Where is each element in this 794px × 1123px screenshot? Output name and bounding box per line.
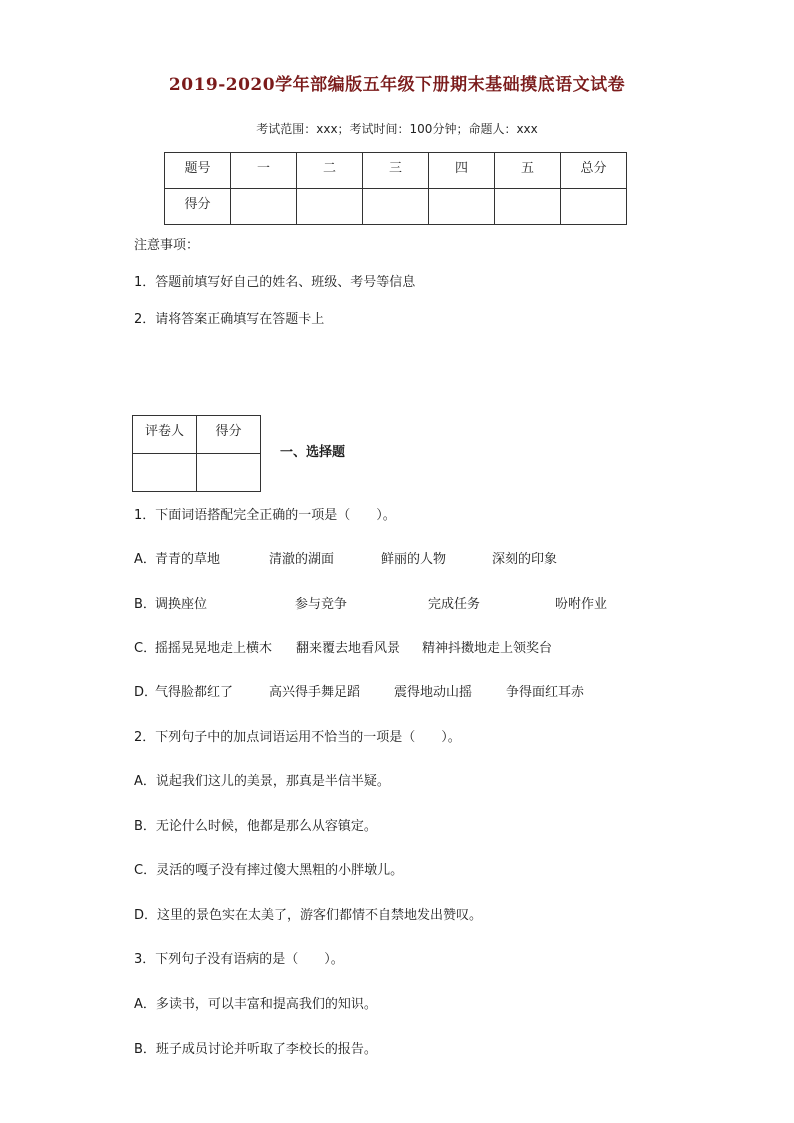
score-row-label: 得分 [165,189,231,225]
score-header-cell: 三 [363,153,429,189]
option-item: 气得脸都红了 [155,685,234,700]
note-item: 1．答题前填写好自己的姓名、班级、考号等信息 [134,275,416,290]
exam-title: 2019-2020学年部编版五年级下册期末基础摸底语文试卷 [168,75,626,95]
option-item: 完成任务 [428,597,481,612]
option-item: 震得地动山摇 [394,685,473,700]
option-item: 摇摇晃晃地走上横木 [155,641,273,656]
score-header-cell: 五 [495,153,561,189]
exam-meta: 考试范围：xxx；考试时间：100分钟；命题人：xxx [256,122,538,136]
option-line: B．班子成员讨论并听取了李校长的报告。 [134,1042,377,1057]
option-line: A．说起我们这儿的美景，那真是半信半疑。 [134,774,390,789]
score-table-header-row [165,153,627,189]
option-label: C． [134,641,157,656]
option-item: 调换座位 [155,597,208,612]
grader-cell [133,454,197,492]
question-stem: 1．下面词语搭配完全正确的一项是（ ）。 [134,508,396,523]
grader-label: 评卷人 [133,416,197,454]
option-item: 高兴得手舞足蹈 [269,685,361,700]
section-title: 一、选择题 [280,445,346,460]
option-label: A． [134,552,156,567]
score-table [164,152,627,225]
option-item: 青青的草地 [155,552,221,567]
question-stem: 3．下列句子没有语病的是（ ）。 [134,952,344,967]
option-item: 吩咐作业 [555,597,608,612]
option-item: 鲜丽的人物 [381,552,447,567]
option-line: B．无论什么时候，他都是那么从容镇定。 [134,819,377,834]
score-header-cell: 题号 [165,153,231,189]
option-label: B． [134,597,156,612]
score-header-cell: 二 [297,153,363,189]
option-line: C．灵活的嘎子没有摔过傻大黑粗的小胖墩儿。 [134,863,404,878]
score-table-score-row [165,189,627,225]
option-item: 争得面红耳赤 [506,685,585,700]
option-item: 深刻的印象 [492,552,558,567]
score-cell [363,189,429,225]
option-line: A．多读书，可以丰富和提高我们的知识。 [134,997,377,1012]
option-label: D． [134,685,158,700]
option-item: 翻来覆去地看风景 [296,641,401,656]
notes-label: 注意事项： [134,238,200,253]
grader-table [132,415,261,492]
question-stem: 2．下列句子中的加点词语运用不恰当的一项是（ ）。 [134,730,461,745]
note-item: 2．请将答案正确填写在答题卡上 [134,312,325,327]
grader-cell [197,454,261,492]
score-header-cell: 四 [429,153,495,189]
option-line: D．这里的景色实在太美了，游客们都情不自禁地发出赞叹。 [134,908,483,923]
score-cell [297,189,363,225]
score-header-cell: 总分 [561,153,627,189]
score-header-cell: 一 [231,153,297,189]
option-item: 精神抖擞地走上领奖台 [422,641,553,656]
score-cell [495,189,561,225]
score-cell [561,189,627,225]
grader-score-label: 得分 [197,416,261,454]
score-cell [231,189,297,225]
score-cell [429,189,495,225]
option-item: 清澈的湖面 [269,552,335,567]
option-item: 参与竞争 [295,597,348,612]
